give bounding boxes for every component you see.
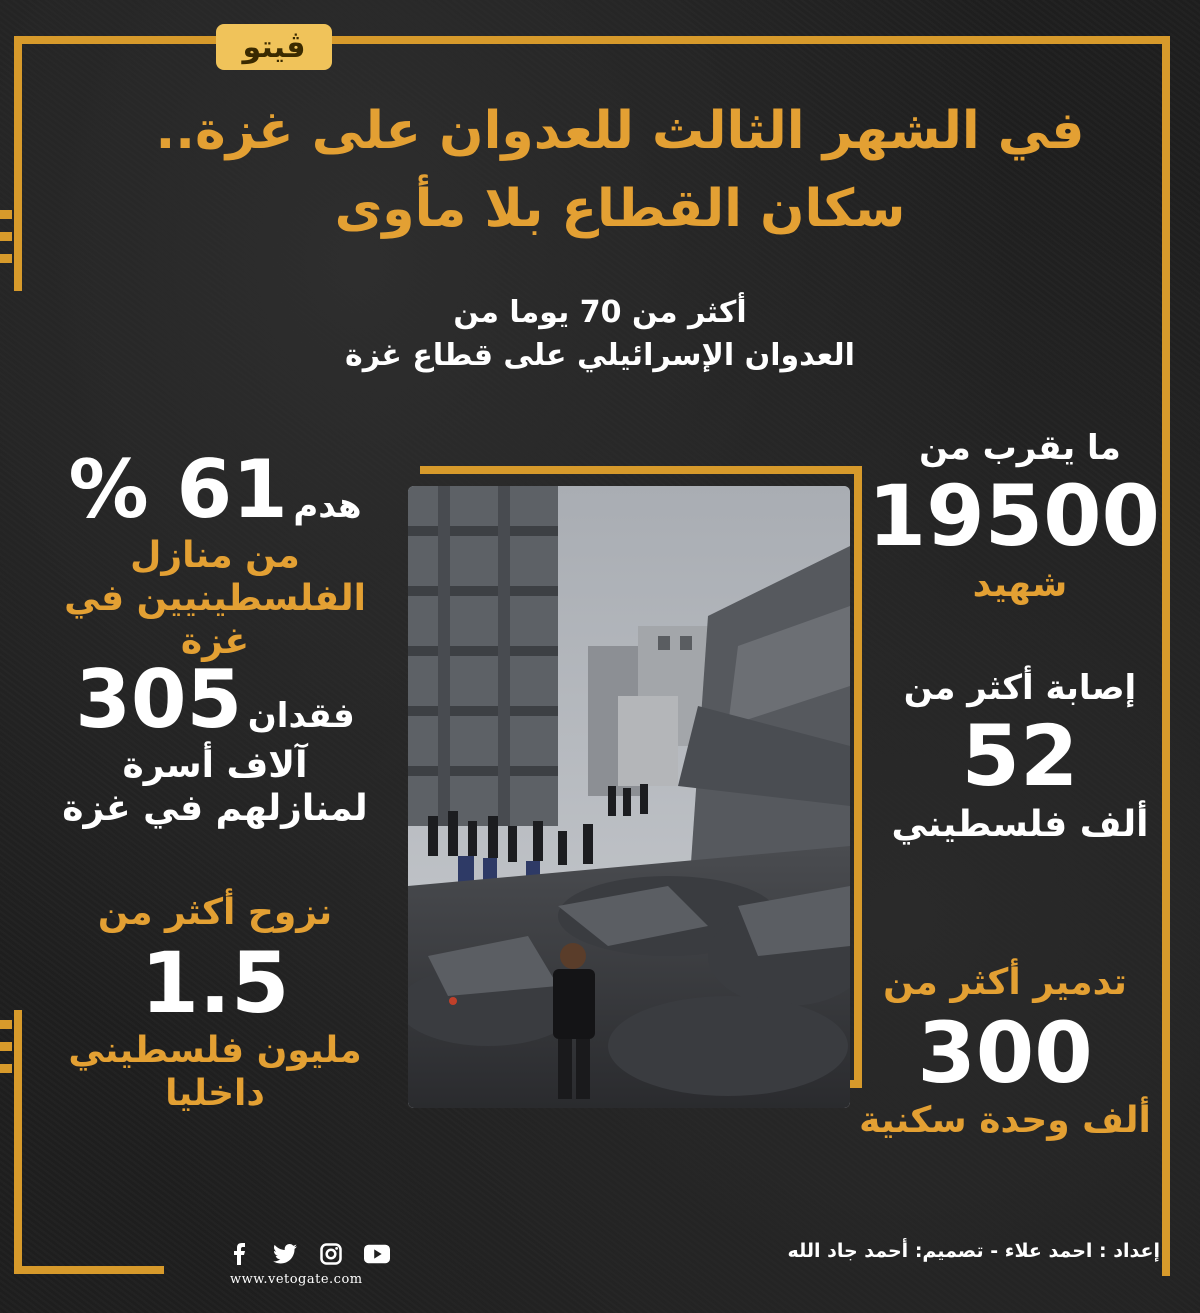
stat-displaced-number: 1.5 <box>140 933 290 1032</box>
rubble-photo <box>408 486 850 1108</box>
subtitle <box>200 292 1000 377</box>
social-icons <box>226 1242 390 1268</box>
stat-injured-number: 52 <box>961 707 1079 806</box>
youtube-icon[interactable] <box>364 1242 390 1266</box>
frame-notch <box>0 254 12 263</box>
stat-families <box>30 653 400 830</box>
subtitle-line-2: العدوان الإسرائيلي على قطاع غزة <box>345 337 855 373</box>
stat-homes-post-2: الفلسطينيين في غزة <box>64 578 366 663</box>
title-line-2: سكان القطاع بلا مأوى <box>334 179 906 239</box>
stat-injured-post: ألف فلسطيني <box>891 803 1149 845</box>
frame-right <box>1162 36 1170 1276</box>
stat-displaced-post-2: داخليا <box>165 1073 265 1115</box>
stat-martyrs-number: 19500 <box>867 467 1160 566</box>
website-url[interactable]: www.vetogate.com <box>230 1272 363 1287</box>
subtitle-line-1: أكثر من 70 يوما من <box>453 295 747 330</box>
stat-families-pre: فقدان <box>247 696 355 736</box>
twitter-icon[interactable] <box>272 1242 298 1266</box>
stat-housing-post: ألف وحدة سكنية <box>859 1100 1151 1142</box>
frame-top <box>14 36 1170 44</box>
stat-housing-number: 300 <box>917 1003 1093 1102</box>
stat-families-post-2: لمنازلهم في غزة <box>62 788 368 830</box>
stat-families-number: 305 <box>75 653 243 746</box>
frame-notch <box>0 1064 12 1073</box>
stat-displaced-post-1: مليون فلسطيني <box>68 1030 362 1072</box>
stat-injured-pre: إصابة أكثر من <box>903 668 1137 708</box>
stat-housing <box>850 960 1160 1142</box>
frame-notch <box>0 1020 12 1029</box>
stat-martyrs <box>867 426 1160 606</box>
frame-bottom <box>14 1266 164 1274</box>
stat-homes-number: 61 % <box>68 443 288 536</box>
instagram-icon[interactable] <box>318 1242 344 1266</box>
page-title <box>120 92 1120 248</box>
stat-housing-pre: تدمير أكثر من <box>883 962 1127 1003</box>
rubble-illustration <box>408 486 850 1108</box>
frame-left-top <box>14 36 22 291</box>
stat-homes-pre: هدم <box>293 486 362 526</box>
veto-logo: ڤيتو <box>216 24 332 70</box>
title-line-1: في الشهر الثالث للعدوان على غزة.. <box>155 101 1085 161</box>
frame-notch <box>0 232 12 241</box>
stat-martyrs-pre: ما يقرب من <box>919 428 1121 468</box>
stat-injured <box>880 666 1160 846</box>
stat-martyrs-post: شهيد <box>972 563 1068 605</box>
stat-families-post-1: آلاف أسرة <box>122 745 308 786</box>
stat-homes-post-1: من منازل <box>130 535 300 576</box>
frame-notch <box>0 1042 12 1051</box>
stat-displaced <box>30 890 400 1116</box>
facebook-icon[interactable] <box>226 1242 252 1266</box>
frame-notch <box>0 210 12 219</box>
stat-homes <box>30 443 400 664</box>
credits: إعداد : احمد علاء - تصميم: أحمد جاد الله <box>787 1240 1160 1262</box>
stat-displaced-pre: نزوح أكثر من <box>97 892 333 933</box>
frame-left-bottom <box>14 1010 22 1274</box>
